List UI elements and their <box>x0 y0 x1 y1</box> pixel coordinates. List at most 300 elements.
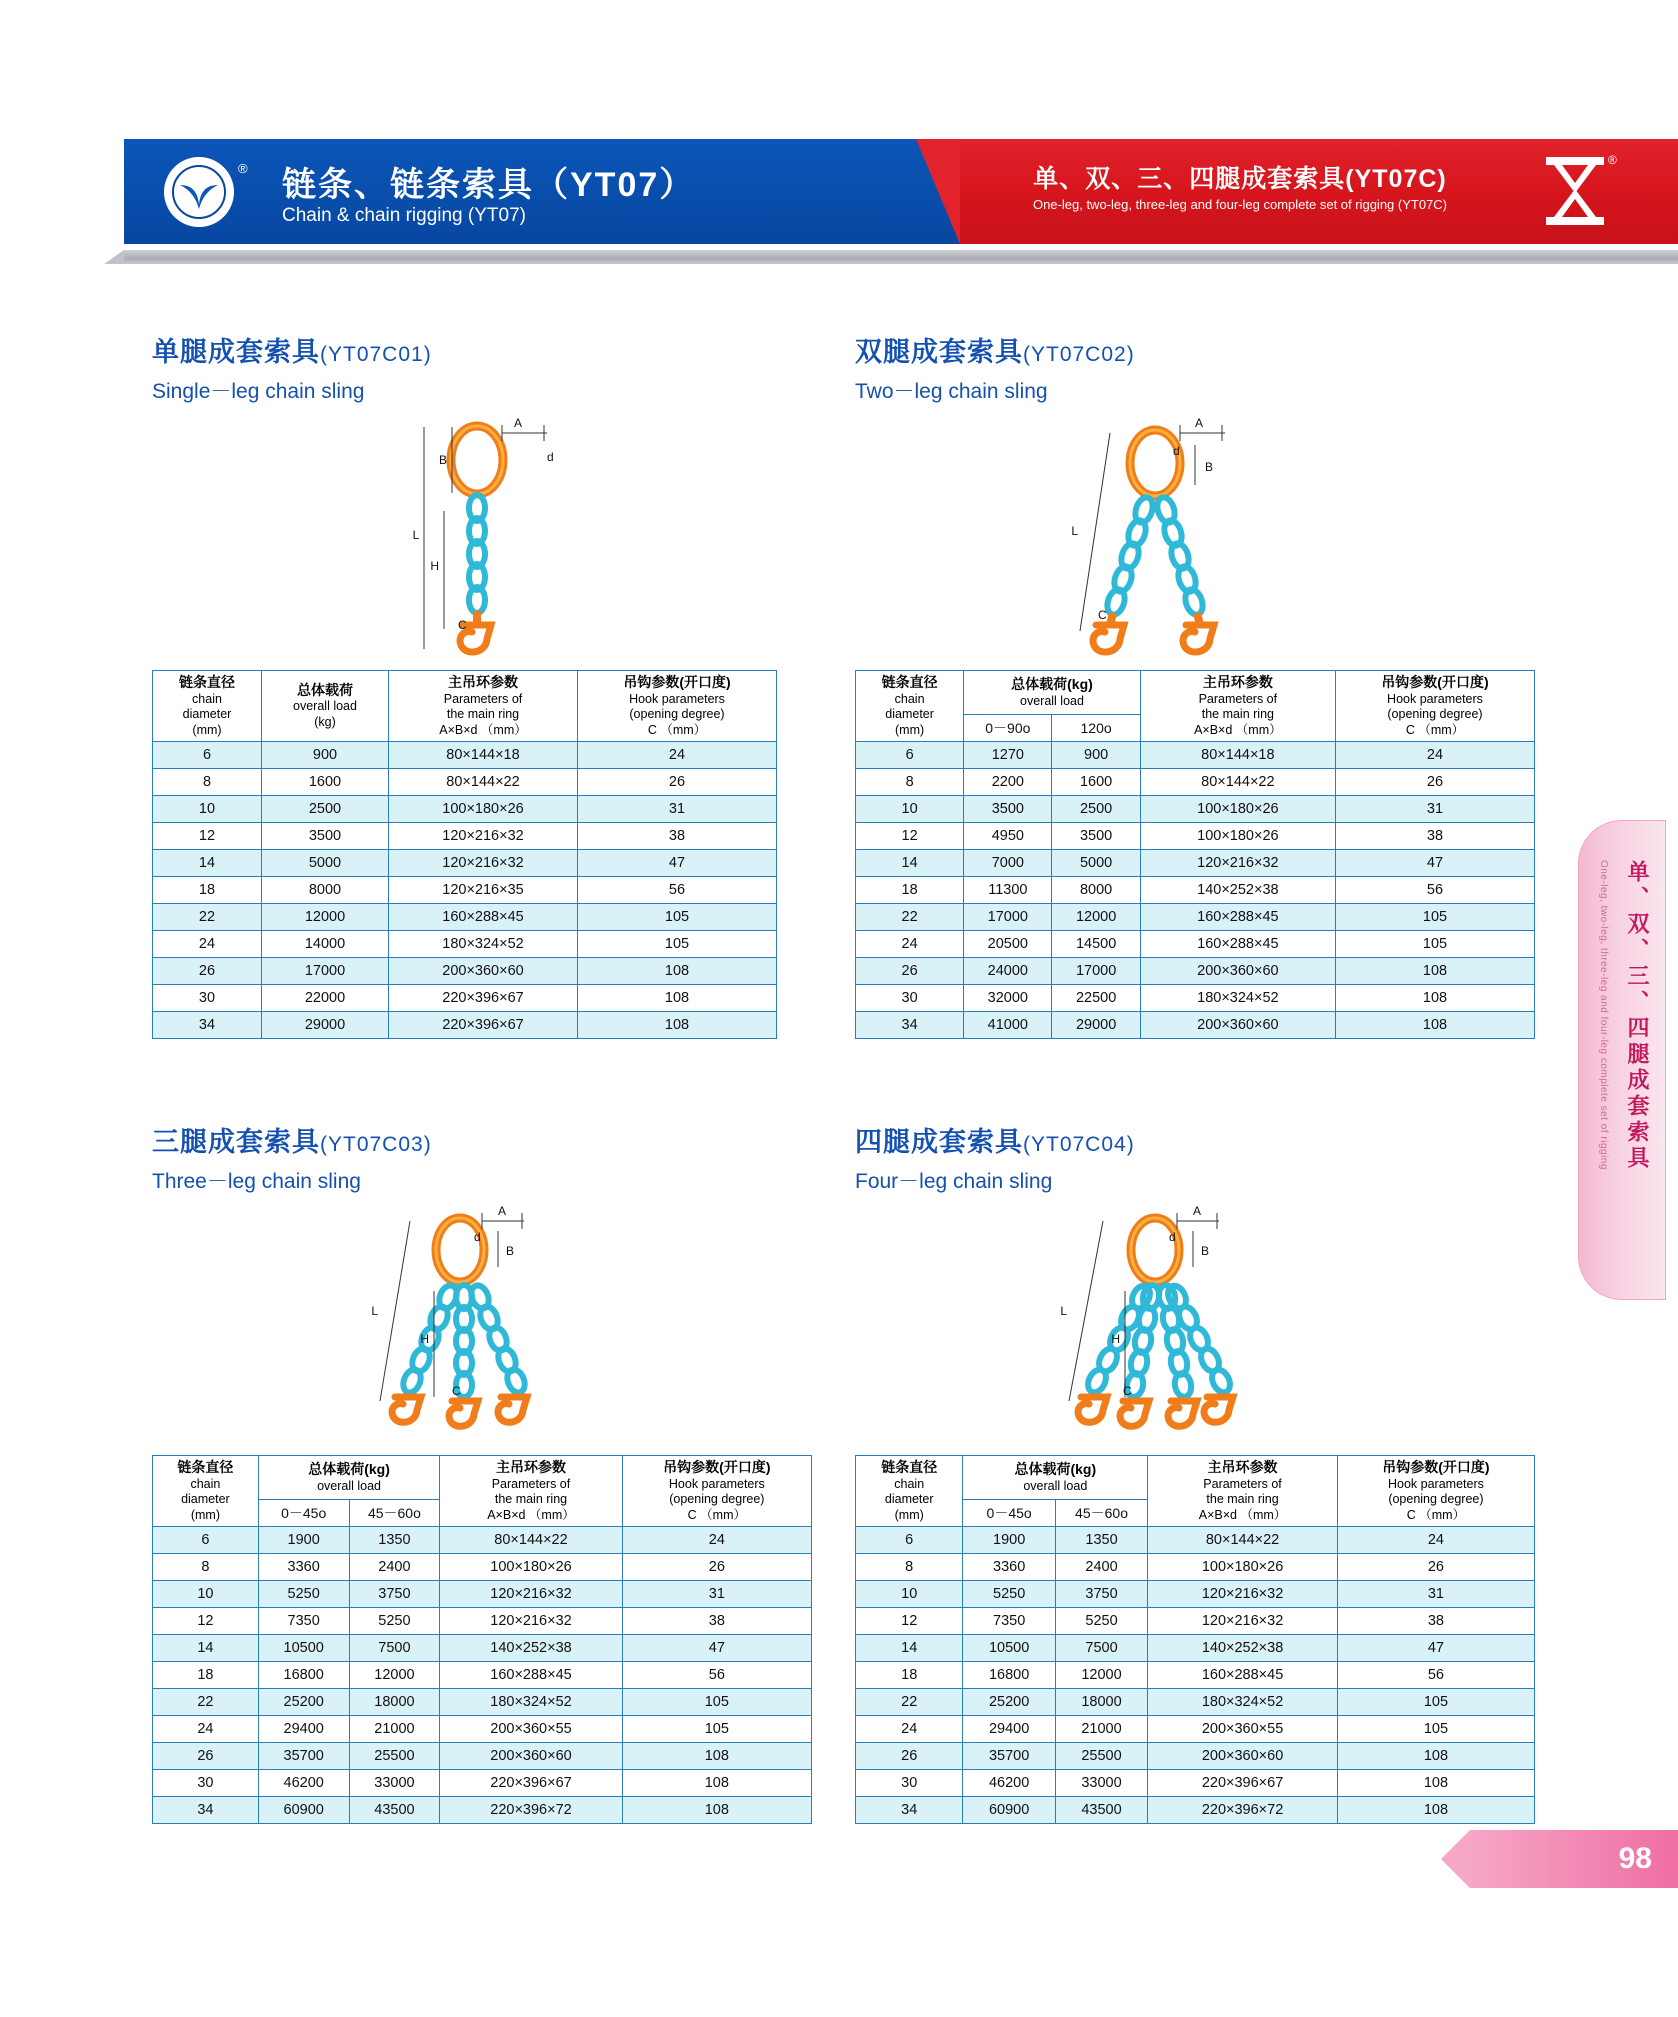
cell-chain-diameter: 18 <box>856 877 964 904</box>
section-title-en: Single－leg chain sling <box>152 380 365 403</box>
table-header-row <box>153 671 777 742</box>
registered-mark-left: ® <box>238 161 248 176</box>
svg-text:B: B <box>506 1244 515 1258</box>
svg-text:C: C <box>1123 1384 1132 1398</box>
cell-overall-load-2: 5250 <box>1055 1608 1147 1635</box>
cell-hook-opening: 108 <box>578 985 777 1012</box>
cell-hook-opening: 24 <box>622 1527 811 1554</box>
page-header <box>0 139 1678 247</box>
cell-hook-opening: 105 <box>622 1716 811 1743</box>
cell-overall-load-2: 12000 <box>1055 1662 1147 1689</box>
cell-chain-diameter: 22 <box>856 904 964 931</box>
svg-text:d: d <box>1169 1230 1176 1244</box>
cell-main-ring: 220×396×67 <box>1148 1770 1338 1797</box>
cell-hook-opening: 108 <box>1337 1770 1534 1797</box>
cell-hook-opening: 38 <box>1335 823 1534 850</box>
cell-main-ring: 220×396×67 <box>440 1770 622 1797</box>
table-row <box>153 985 777 1012</box>
cell-main-ring: 120×216×32 <box>1148 1581 1338 1608</box>
th-chain-diameter: 链条直径 chain diameter (mm) <box>856 671 964 742</box>
table-row <box>856 796 1535 823</box>
section-title-cn-text: 双腿成套索具 <box>855 337 1023 367</box>
cell-overall-load-1: 3360 <box>963 1554 1055 1581</box>
registered-mark-right: ® <box>1608 153 1617 167</box>
cell-overall-load-1: 1270 <box>964 742 1052 769</box>
cell-main-ring: 80×144×18 <box>1140 742 1335 769</box>
table-row <box>856 1527 1535 1554</box>
cell-main-ring: 100×180×26 <box>1140 823 1335 850</box>
header-divider-bar <box>124 250 1678 264</box>
cell-chain-diameter: 8 <box>153 769 262 796</box>
th-load-angle-1: 0－45o <box>963 1500 1055 1527</box>
cell-overall-load-2: 3750 <box>349 1581 440 1608</box>
cell-overall-load-1: 35700 <box>258 1743 349 1770</box>
cell-chain-diameter: 24 <box>153 1716 259 1743</box>
cell-overall-load-1: 3500 <box>964 796 1052 823</box>
th-main-ring: 主吊环参数 Parameters of the main ring A×B×d （mm） <box>389 671 578 742</box>
cell-main-ring: 120×216×32 <box>440 1581 622 1608</box>
table-row <box>856 1716 1535 1743</box>
cell-overall-load-1: 17000 <box>262 958 389 985</box>
cell-chain-diameter: 24 <box>856 931 964 958</box>
th-load-angle-2: 120o <box>1052 715 1140 742</box>
table-body <box>153 1527 812 1824</box>
cell-hook-opening: 108 <box>1337 1797 1534 1824</box>
side-tab-label-en: One-leg, two-leg, three-leg and four-leg complete set of rigging <box>1598 860 1609 1170</box>
cell-hook-opening: 31 <box>1337 1581 1534 1608</box>
section-title-code: (YT07C01) <box>320 343 432 366</box>
cell-chain-diameter: 34 <box>856 1012 964 1039</box>
svg-text:A: A <box>1194 416 1204 430</box>
cell-overall-load-1: 10500 <box>258 1635 349 1662</box>
cell-overall-load-1: 11300 <box>964 877 1052 904</box>
table-row <box>856 985 1535 1012</box>
cell-main-ring: 160×288×45 <box>1140 904 1335 931</box>
cell-main-ring: 100×180×26 <box>1140 796 1335 823</box>
table-body <box>856 742 1535 1039</box>
svg-text:A: A <box>497 1205 507 1218</box>
cell-overall-load-1: 14000 <box>262 931 389 958</box>
cell-overall-load-1: 3360 <box>258 1554 349 1581</box>
table-row <box>153 769 777 796</box>
th-hook: 吊钩参数(开口度) Hook parameters (opening degree) C （mm） <box>1335 671 1534 742</box>
cell-overall-load-2: 21000 <box>349 1716 440 1743</box>
cell-overall-load-2: 7500 <box>349 1635 440 1662</box>
svg-text:B: B <box>1201 1244 1210 1258</box>
cell-hook-opening: 47 <box>1337 1635 1534 1662</box>
cell-overall-load-1: 29000 <box>262 1012 389 1039</box>
table-row <box>856 850 1535 877</box>
table-header-row <box>856 671 1535 715</box>
cell-hook-opening: 24 <box>578 742 777 769</box>
cell-chain-diameter: 18 <box>856 1662 963 1689</box>
header-left-title-en: Chain & chain rigging (YT07) <box>282 205 526 226</box>
cell-hook-opening: 24 <box>1335 742 1534 769</box>
th-hook: 吊钩参数(开口度) Hook parameters (opening degree) C （mm） <box>578 671 777 742</box>
cell-main-ring: 80×144×22 <box>389 769 578 796</box>
svg-text:d: d <box>547 450 554 464</box>
cell-overall-load-1: 46200 <box>963 1770 1055 1797</box>
table-row <box>153 877 777 904</box>
page-number: 98 <box>1470 1830 1678 1888</box>
cell-overall-load-2: 1350 <box>1055 1527 1147 1554</box>
table-header-row <box>153 1456 812 1500</box>
svg-text:L: L <box>371 1304 378 1318</box>
header-right-title-en: One-leg, two-leg, three-leg and four-leg complete set of rigging (YT07C) <box>1032 197 1448 212</box>
cell-hook-opening: 105 <box>1335 904 1534 931</box>
cell-chain-diameter: 12 <box>856 1608 963 1635</box>
cell-overall-load-2: 17000 <box>1052 958 1140 985</box>
table-row <box>856 904 1535 931</box>
cell-overall-load-2: 21000 <box>1055 1716 1147 1743</box>
th-chain-diameter: 链条直径 chain diameter (mm) <box>153 671 262 742</box>
cell-main-ring: 120×216×32 <box>389 850 578 877</box>
cell-chain-diameter: 10 <box>153 796 262 823</box>
cell-hook-opening: 38 <box>622 1608 811 1635</box>
cell-chain-diameter: 12 <box>153 1608 259 1635</box>
cell-overall-load-1: 16800 <box>258 1662 349 1689</box>
cell-hook-opening: 105 <box>578 904 777 931</box>
table-four-leg <box>855 1455 1535 1824</box>
svg-text:C: C <box>1098 608 1107 622</box>
cell-overall-load-1: 25200 <box>963 1689 1055 1716</box>
cell-overall-load-2: 43500 <box>1055 1797 1147 1824</box>
table-two-leg <box>855 670 1535 1039</box>
cell-hook-opening: 31 <box>622 1581 811 1608</box>
header-left-banner <box>124 139 954 244</box>
table-row <box>856 931 1535 958</box>
cell-overall-load-1: 20500 <box>964 931 1052 958</box>
cell-main-ring: 120×216×32 <box>389 823 578 850</box>
cell-hook-opening: 108 <box>622 1770 811 1797</box>
cell-overall-load-1: 7350 <box>258 1608 349 1635</box>
cell-hook-opening: 31 <box>578 796 777 823</box>
cell-main-ring: 220×396×72 <box>1148 1797 1338 1824</box>
cell-hook-opening: 108 <box>622 1797 811 1824</box>
cell-overall-load-2: 25500 <box>349 1743 440 1770</box>
th-chain-diameter: 链条直径 chain diameter (mm) <box>856 1456 963 1527</box>
cell-overall-load-2: 43500 <box>349 1797 440 1824</box>
cell-chain-diameter: 26 <box>856 958 964 985</box>
table-row <box>153 1608 812 1635</box>
table-row <box>856 823 1535 850</box>
section-title-cn <box>152 1120 812 1159</box>
section-title-en: Three－leg chain sling <box>152 1170 361 1193</box>
cell-overall-load-1: 2500 <box>262 796 389 823</box>
table-body <box>153 742 777 1039</box>
section-title-code: (YT07C03) <box>320 1133 432 1156</box>
cell-overall-load-1: 2200 <box>964 769 1052 796</box>
section-title-cn <box>855 330 1535 369</box>
cell-overall-load-2: 3500 <box>1052 823 1140 850</box>
cell-hook-opening: 108 <box>578 1012 777 1039</box>
cell-hook-opening: 24 <box>1337 1527 1534 1554</box>
cell-chain-diameter: 14 <box>856 850 964 877</box>
cell-chain-diameter: 18 <box>153 877 262 904</box>
table-row <box>856 769 1535 796</box>
figure-four-leg <box>855 1205 1535 1455</box>
section-title-code: (YT07C04) <box>1023 1133 1135 1156</box>
cell-chain-diameter: 14 <box>153 1635 259 1662</box>
cell-chain-diameter: 6 <box>153 1527 259 1554</box>
cell-chain-diameter: 10 <box>153 1581 259 1608</box>
svg-text:B: B <box>438 453 448 467</box>
header-right-banner <box>960 139 1678 244</box>
table-row <box>153 904 777 931</box>
cell-overall-load-2: 33000 <box>1055 1770 1147 1797</box>
cell-hook-opening: 56 <box>1337 1662 1534 1689</box>
cell-main-ring: 140×252×38 <box>1148 1635 1338 1662</box>
table-row <box>153 1743 812 1770</box>
cell-chain-diameter: 34 <box>153 1797 259 1824</box>
table-row <box>856 1012 1535 1039</box>
cell-hook-opening: 108 <box>1337 1743 1534 1770</box>
table-row <box>856 1608 1535 1635</box>
th-main-ring: 主吊环参数 Parameters of the main ring A×B×d （mm） <box>1140 671 1335 742</box>
company-logo <box>164 157 234 227</box>
cell-hook-opening: 105 <box>578 931 777 958</box>
table-row <box>153 1662 812 1689</box>
svg-text:C: C <box>458 618 467 632</box>
svg-text:A: A <box>513 416 523 430</box>
cell-hook-opening: 47 <box>622 1635 811 1662</box>
cell-chain-diameter: 8 <box>153 1554 259 1581</box>
figure-three-leg <box>152 1205 812 1455</box>
cell-hook-opening: 105 <box>1337 1689 1534 1716</box>
table-row <box>856 1743 1535 1770</box>
cell-main-ring: 200×360×60 <box>440 1743 622 1770</box>
cell-overall-load-1: 10500 <box>963 1635 1055 1662</box>
table-three-leg <box>152 1455 812 1824</box>
cell-chain-diameter: 24 <box>856 1716 963 1743</box>
section-four-leg <box>855 1120 1535 1824</box>
side-tab-label-cn: 单、双、三、四腿成套索具 <box>1625 860 1650 1172</box>
header-left-title-cn: 链条、链条索具（YT07） <box>282 166 696 204</box>
table-row <box>153 796 777 823</box>
svg-text:L: L <box>1071 524 1078 538</box>
svg-text:H: H <box>1111 1332 1120 1346</box>
cell-chain-diameter: 30 <box>856 1770 963 1797</box>
cell-overall-load-1: 900 <box>262 742 389 769</box>
th-load-angle-1: 0－90o <box>964 715 1052 742</box>
cell-main-ring: 80×144×22 <box>1148 1527 1338 1554</box>
rigging-icon <box>1540 153 1610 229</box>
cell-chain-diameter: 6 <box>153 742 262 769</box>
cell-overall-load-2: 900 <box>1052 742 1140 769</box>
cell-overall-load-2: 2400 <box>349 1554 440 1581</box>
cell-overall-load-1: 7000 <box>964 850 1052 877</box>
cell-overall-load-1: 46200 <box>258 1770 349 1797</box>
cell-main-ring: 100×180×26 <box>1148 1554 1338 1581</box>
cell-overall-load-1: 29400 <box>258 1716 349 1743</box>
cell-main-ring: 180×324×52 <box>1140 985 1335 1012</box>
svg-text:H: H <box>430 559 439 573</box>
cell-hook-opening: 26 <box>1337 1554 1534 1581</box>
cell-chain-diameter: 24 <box>153 931 262 958</box>
table-row <box>856 1689 1535 1716</box>
cell-chain-diameter: 6 <box>856 1527 963 1554</box>
cell-main-ring: 220×396×67 <box>389 985 578 1012</box>
table-row <box>153 1554 812 1581</box>
cell-overall-load-1: 60900 <box>258 1797 349 1824</box>
cell-overall-load-2: 5250 <box>349 1608 440 1635</box>
cell-main-ring: 180×324×52 <box>1148 1689 1338 1716</box>
cell-main-ring: 80×144×18 <box>389 742 578 769</box>
cell-overall-load-2: 22500 <box>1052 985 1140 1012</box>
section-title-cn-text: 四腿成套索具 <box>855 1127 1023 1157</box>
cell-hook-opening: 105 <box>622 1689 811 1716</box>
cell-chain-diameter: 10 <box>856 1581 963 1608</box>
section-single-leg <box>152 330 812 1039</box>
cell-overall-load-2: 1600 <box>1052 769 1140 796</box>
cell-hook-opening: 105 <box>1337 1716 1534 1743</box>
cell-hook-opening: 108 <box>1335 1012 1534 1039</box>
cell-overall-load-2: 12000 <box>1052 904 1140 931</box>
cell-main-ring: 220×396×67 <box>389 1012 578 1039</box>
th-overall-load: 总体载荷(kg) overall load <box>258 1456 439 1500</box>
cell-chain-diameter: 34 <box>856 1797 963 1824</box>
cell-overall-load-1: 25200 <box>258 1689 349 1716</box>
table-row <box>153 1012 777 1039</box>
cell-main-ring: 200×360×55 <box>440 1716 622 1743</box>
cell-hook-opening: 26 <box>578 769 777 796</box>
cell-main-ring: 200×360×60 <box>1148 1743 1338 1770</box>
cell-chain-diameter: 12 <box>856 823 964 850</box>
table-row <box>153 1581 812 1608</box>
th-overall-load: 总体载荷 overall load (kg) <box>262 671 389 742</box>
cell-overall-load-2: 14500 <box>1052 931 1140 958</box>
cell-main-ring: 80×144×22 <box>440 1527 622 1554</box>
table-row <box>153 1635 812 1662</box>
table-single-leg <box>152 670 777 1039</box>
cell-main-ring: 160×288×45 <box>440 1662 622 1689</box>
cell-overall-load-1: 17000 <box>964 904 1052 931</box>
svg-text:L: L <box>412 528 420 542</box>
cell-hook-opening: 56 <box>578 877 777 904</box>
table-row <box>153 850 777 877</box>
cell-overall-load-1: 5250 <box>963 1581 1055 1608</box>
cell-main-ring: 160×288×45 <box>389 904 578 931</box>
th-chain-diameter: 链条直径 chain diameter (mm) <box>153 1456 259 1527</box>
cell-overall-load-1: 24000 <box>964 958 1052 985</box>
cell-main-ring: 80×144×22 <box>1140 769 1335 796</box>
cell-chain-diameter: 8 <box>856 769 964 796</box>
cell-overall-load-1: 32000 <box>964 985 1052 1012</box>
cell-hook-opening: 26 <box>622 1554 811 1581</box>
cell-overall-load-1: 22000 <box>262 985 389 1012</box>
section-title-cn <box>152 330 812 369</box>
cell-main-ring: 120×216×35 <box>389 877 578 904</box>
cell-chain-diameter: 12 <box>153 823 262 850</box>
figure-single-leg <box>152 415 812 670</box>
cell-main-ring: 160×288×45 <box>1140 931 1335 958</box>
cell-chain-diameter: 22 <box>153 904 262 931</box>
cell-overall-load-1: 41000 <box>964 1012 1052 1039</box>
table-row <box>856 877 1535 904</box>
table-row <box>856 1770 1535 1797</box>
cell-hook-opening: 47 <box>578 850 777 877</box>
section-title-cn-text: 三腿成套索具 <box>152 1127 320 1157</box>
cell-overall-load-1: 4950 <box>964 823 1052 850</box>
section-title-code: (YT07C02) <box>1023 343 1135 366</box>
cell-overall-load-2: 1350 <box>349 1527 440 1554</box>
cell-main-ring: 120×216×32 <box>1140 850 1335 877</box>
section-title-cn-text: 单腿成套索具 <box>152 337 320 367</box>
cell-hook-opening: 56 <box>1335 877 1534 904</box>
section-three-leg <box>152 1120 812 1824</box>
th-main-ring: 主吊环参数 Parameters of the main ring A×B×d （mm） <box>440 1456 622 1527</box>
cell-overall-load-1: 3500 <box>262 823 389 850</box>
svg-text:L: L <box>1060 1304 1067 1318</box>
cell-hook-opening: 108 <box>622 1743 811 1770</box>
cell-main-ring: 180×324×52 <box>389 931 578 958</box>
cell-main-ring: 200×360×60 <box>1140 1012 1335 1039</box>
table-row <box>153 1770 812 1797</box>
table-row <box>153 742 777 769</box>
cell-hook-opening: 31 <box>1335 796 1534 823</box>
cell-hook-opening: 26 <box>1335 769 1534 796</box>
section-title-en: Four－leg chain sling <box>855 1170 1053 1193</box>
th-overall-load: 总体载荷(kg) overall load <box>964 671 1141 715</box>
svg-text:d: d <box>1173 444 1180 458</box>
th-main-ring: 主吊环参数 Parameters of the main ring A×B×d （mm） <box>1148 1456 1338 1527</box>
table-row <box>856 742 1535 769</box>
cell-overall-load-2: 2500 <box>1052 796 1140 823</box>
table-row <box>153 1797 812 1824</box>
section-two-leg <box>855 330 1535 1039</box>
cell-overall-load-1: 1900 <box>258 1527 349 1554</box>
table-row <box>856 1581 1535 1608</box>
figure-two-leg <box>855 415 1535 670</box>
table-body <box>856 1527 1535 1824</box>
cell-chain-diameter: 8 <box>856 1554 963 1581</box>
cell-hook-opening: 38 <box>578 823 777 850</box>
section-title-en: Two－leg chain sling <box>855 380 1048 403</box>
cell-main-ring: 120×216×32 <box>1148 1608 1338 1635</box>
svg-text:A: A <box>1192 1205 1202 1218</box>
cell-hook-opening: 108 <box>578 958 777 985</box>
cell-hook-opening: 108 <box>1335 985 1534 1012</box>
cell-overall-load-2: 18000 <box>1055 1689 1147 1716</box>
cell-chain-diameter: 26 <box>153 1743 259 1770</box>
cell-overall-load-2: 3750 <box>1055 1581 1147 1608</box>
cell-overall-load-2: 25500 <box>1055 1743 1147 1770</box>
cell-main-ring: 200×360×60 <box>1140 958 1335 985</box>
svg-text:B: B <box>1205 460 1214 474</box>
cell-overall-load-1: 5250 <box>258 1581 349 1608</box>
cell-overall-load-1: 16800 <box>963 1662 1055 1689</box>
cell-hook-opening: 38 <box>1337 1608 1534 1635</box>
cell-hook-opening: 56 <box>622 1662 811 1689</box>
cell-hook-opening: 105 <box>1335 931 1534 958</box>
cell-main-ring: 200×360×60 <box>389 958 578 985</box>
cell-main-ring: 140×252×38 <box>1140 877 1335 904</box>
cell-main-ring: 100×180×26 <box>389 796 578 823</box>
table-row <box>153 958 777 985</box>
side-tab-section-marker[interactable] <box>1578 820 1666 1300</box>
header-right-title-cn: 单、双、三、四腿成套索具(YT07C) <box>1033 165 1447 193</box>
svg-text:H: H <box>420 1332 429 1346</box>
cell-main-ring: 100×180×26 <box>440 1554 622 1581</box>
cell-overall-load-2: 2400 <box>1055 1554 1147 1581</box>
cell-chain-diameter: 30 <box>153 985 262 1012</box>
cell-chain-diameter: 14 <box>153 850 262 877</box>
cell-overall-load-1: 35700 <box>963 1743 1055 1770</box>
cell-main-ring: 140×252×38 <box>440 1635 622 1662</box>
cell-chain-diameter: 30 <box>856 985 964 1012</box>
cell-chain-diameter: 22 <box>153 1689 259 1716</box>
th-load-angle-2: 45－60o <box>349 1500 440 1527</box>
